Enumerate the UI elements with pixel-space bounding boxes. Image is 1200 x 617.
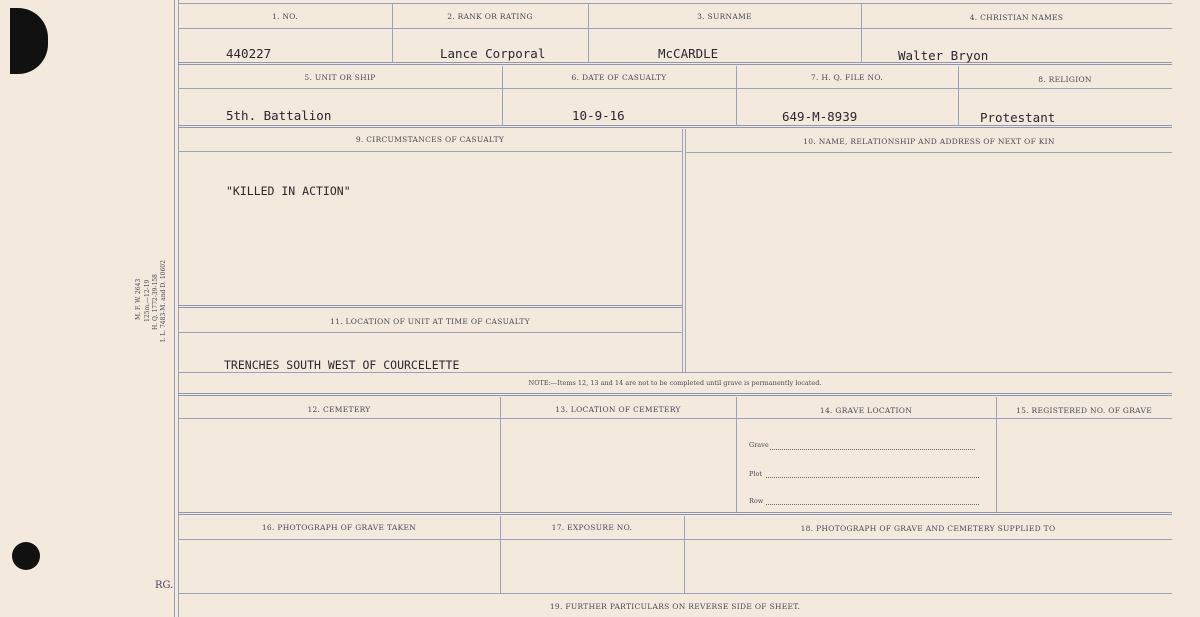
punch-hole-top: [10, 8, 48, 74]
row5-div1: [500, 397, 501, 513]
value-christian-names: Walter Bryon: [898, 48, 989, 63]
row-field-line: [766, 504, 979, 505]
label-rank: 2. RANK OR RATING: [447, 12, 533, 21]
grave-field-label: Grave: [749, 441, 769, 449]
row6-bottom: [178, 593, 1172, 594]
value-unit: 5th. Battalion: [226, 108, 332, 123]
value-hq-file: 649-M-8939: [782, 109, 858, 124]
print-code-3: H. Q. 1772-39-158: [152, 274, 159, 330]
grave-field-line: [770, 449, 975, 450]
row1-div3: [861, 3, 862, 63]
label-date: 6. DATE OF CASUALTY: [571, 73, 667, 82]
row5-top: [178, 393, 1172, 396]
label-religion: 8. RELIGION: [1038, 75, 1092, 84]
row3-label-left: [178, 151, 682, 152]
value-religion: Protestant: [980, 110, 1056, 125]
row2-label-line: [178, 88, 1172, 89]
row1-bottom: [178, 62, 1172, 65]
row3-div-b: [685, 129, 686, 372]
label-unit: 5. UNIT OR SHIP: [304, 73, 376, 82]
row4-top: [178, 305, 682, 308]
label-location-of-unit: 11. LOCATION OF UNIT AT TIME OF CASUALTY: [330, 317, 530, 326]
row4-bottom: [178, 372, 1172, 373]
row5-bottom: [178, 512, 1172, 515]
label-registered-no: 15. REGISTERED NO. OF GRAVE: [1016, 406, 1152, 415]
note: NOTE:—Items 12, 13 and 14 are not to be completed until grave is permanently located.: [528, 379, 822, 387]
value-no: 440227: [226, 46, 272, 61]
row4-label-line: [178, 332, 682, 333]
row3-label-right: [686, 152, 1172, 153]
row3-div-a: [682, 129, 683, 372]
label-location-of-cemetery: 13. LOCATION OF CEMETERY: [555, 405, 681, 414]
label-surname: 3. SURNAME: [697, 12, 752, 21]
plot-field-line: [766, 477, 979, 478]
row5-label-line: [178, 418, 1172, 419]
label-photo-taken: 16. PHOTOGRAPH OF GRAVE TAKEN: [261, 523, 417, 532]
label-no: 1. NO.: [272, 12, 298, 21]
punch-hole-bottom: [12, 542, 40, 570]
row1-top: [178, 3, 1172, 4]
value-date: 10-9-16: [572, 108, 625, 123]
label-grave-location: 14. GRAVE LOCATION: [819, 406, 913, 415]
value-circumstances: "KILLED IN ACTION": [226, 184, 351, 198]
value-rank: Lance Corporal: [440, 46, 546, 61]
label-cemetery: 12. CEMETERY: [307, 405, 371, 414]
print-code-4: I. L. 7483-M. and D. 10602: [160, 260, 167, 342]
row-field-label: Row: [749, 497, 764, 505]
row2-bottom: [178, 125, 1172, 128]
frame-left-1: [174, 0, 175, 617]
print-code-1: M. F. W. 2643: [135, 278, 142, 320]
row6-label-line: [178, 539, 1172, 540]
label-circumstances: 9. CIRCUMSTANCES OF CASUALTY: [355, 135, 505, 144]
row1-label-line: [178, 28, 1172, 29]
label-christian-names: 4. CHRISTIAN NAMES: [969, 13, 1064, 22]
label-hq-file: 7. H. Q. FILE NO.: [810, 73, 884, 82]
margin-mark: RG.: [155, 580, 174, 591]
label-next-of-kin: 10. NAME, RELATIONSHIP AND ADDRESS OF NEXT OF KIN: [803, 137, 1055, 146]
plot-field-label: Plot: [749, 470, 762, 478]
label-exposure-no: 17. EXPOSURE NO.: [551, 523, 633, 532]
value-surname: McCARDLE: [658, 46, 719, 61]
print-code-2: 125m.—12-19: [144, 279, 151, 322]
value-location-of-unit: TRENCHES SOUTH WEST OF COURCELETTE: [224, 358, 460, 372]
label-photo-supplied: 18. PHOTOGRAPH OF GRAVE AND CEMETERY SUPPLIED TO: [800, 524, 1056, 533]
footer-note: 19. FURTHER PARTICULARS ON REVERSE SIDE OF SHEET.: [549, 602, 801, 611]
